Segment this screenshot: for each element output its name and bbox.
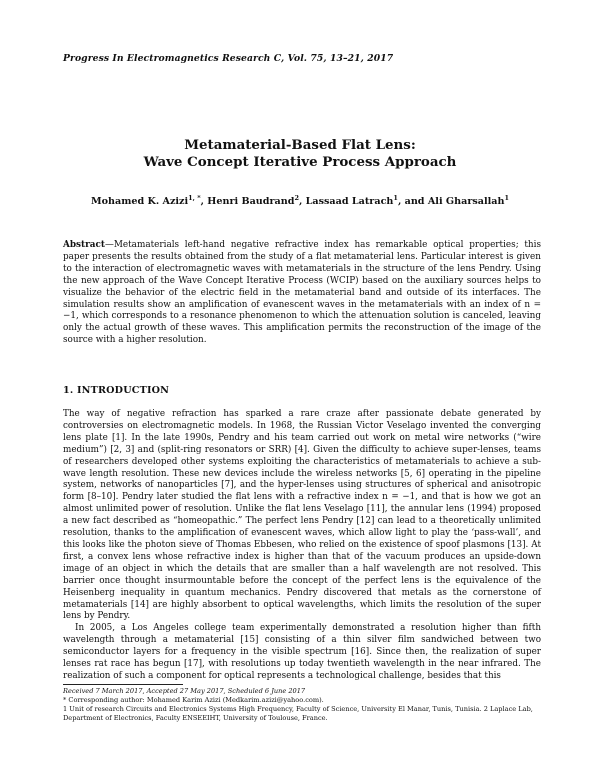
journal-header: Progress In Electromagnetics Research C, Vol. 75, 13–21, 2017: [63, 53, 394, 64]
paper-title-line-1: Metamaterial-Based Flat Lens:: [184, 137, 416, 153]
author-name: Ali Gharsallah: [427, 196, 505, 208]
author-affiliation: 1: [504, 194, 510, 202]
author-name: Henri Baudrand: [207, 196, 295, 208]
author-separator: , and: [397, 196, 428, 208]
author-separator: ,: [200, 196, 208, 208]
abstract: [63, 240, 541, 347]
author-name: Mohamed K. Azizi: [90, 196, 189, 208]
body-text: [63, 409, 541, 683]
abstract-label: Abstract: [63, 240, 105, 250]
footnote-divider: [63, 684, 183, 685]
footnote-affiliations: 1 Unit of research Circuits and Electronics Systems High Frequency, Faculty of Science, University El Manar, Tunis, Tunisia. 2 Laplace Lab, Department of Electronics, Faculty ENSEEIHT, University of Toulouse, France.: [63, 705, 533, 722]
author-name: Lassaad Latrach: [305, 196, 394, 208]
footnote-received: Received 7 March 2017, Accepted 27 May 2017, Scheduled 6 June 2017: [63, 687, 306, 695]
author-separator: ,: [298, 196, 306, 208]
footnote-corresponding-author: * Corresponding author: Mohamed Karim Azizi (Medkarim.azizi@yahoo.com).: [63, 696, 324, 704]
author-list: [0, 194, 600, 207]
paragraph: The way of negative refraction has sparked a rare craze after passionate debate generated by controversies on electromagnetic models. In 1968, the Russian Victor Veselago invented the converging lens plate [1]. In the late 1990s, Pendry and his team carried out work on metal wire networks (“wire medium”) [2, 3] and (split-ring resonators or SRR) [4]. Given the difficulty to achieve super-lenses, teams of researchers developed other systems exploiting the characteristics of metamaterials to achieve a sub-wave length resolution. These new devices include the wireless networks [5, 6] operating in the pipeline system, networks of nanoparticles [7], and the hyper-lenses using structures of spherical and anisotropic form [8–10]. Pendry later studied the flat lens with a refractive index n = −1, and that is how we got an almost unlimited power of resolution. Unlike the flat lens Veselago [11], the annular lens (1994) proposed a new fact described as “homeopathic.” The perfect lens Pendry [12] can lead to a theoretically unlimited resolution, thanks to the amplification of evanescent waves, which allow light to play the ‘pass-wall’, and this looks like the photon sieve of Thomas Ebbesen, who relied on the existence of spoof plasmons [13]. At first, a convex lens whose refractive index is higher than that of the vacuum produces an upside-down image of an object in which the details that are smaller than a half wavelength are not resolved. This barrier once thought insurmountable before the concept of the perfect lens is the equivalence of the Heisenberg inequality in quantum mechanics. Pendry discovered that metals as the cornerstone of metamaterials [14] are highly absorbent to optical wavelengths, which limits the resolution of the super lens by Pendry.: [63, 409, 541, 622]
author-affiliation: 1, *: [188, 194, 201, 202]
paper-title-line-2: Wave Concept Iterative Process Approach: [143, 154, 457, 170]
paragraph: In 2005, a Los Angeles college team experimentally demonstrated a resolution higher than fifth wavelength through a metamaterial [15] consisting of a thin silver film sandwiched between two semiconductor layers for a frequency in the visible spectrum [16]. Since then, the realization of super lenses rat race has begun [17], with resolutions up today twentieth wavelength in the near infrared. The realization of such a component for optical represents a technological challenge, besides that this: [63, 623, 541, 681]
author-affiliation: 1: [393, 194, 398, 202]
section-heading: 1. INTRODUCTION: [63, 385, 170, 396]
abstract-text: —Metamaterials left-hand negative refractive index has remarkable optical properties; this paper presents the results obtained from the study of a flat metamaterial lens. Particular interest is given to the interaction of electromagnetic waves with metamaterials in the structure of the lens Pendry. Using the new approach of the Wave Concept Iterative Process (WCIP) based on the auxiliary sources helps to visualize the behavior of the electric field in the metamaterial band and outside of its interfaces. The simulation results show an amplification of evanescent waves in the metamaterials with an index of n = −1, which corresponds to a resonance phenomenon to which the attenuation solution is canceled, leaving only the actual growth of these waves. This amplification permits the reconstruction of the image of the source with a higher resolution.: [63, 240, 541, 346]
author-affiliation: 2: [294, 194, 299, 202]
